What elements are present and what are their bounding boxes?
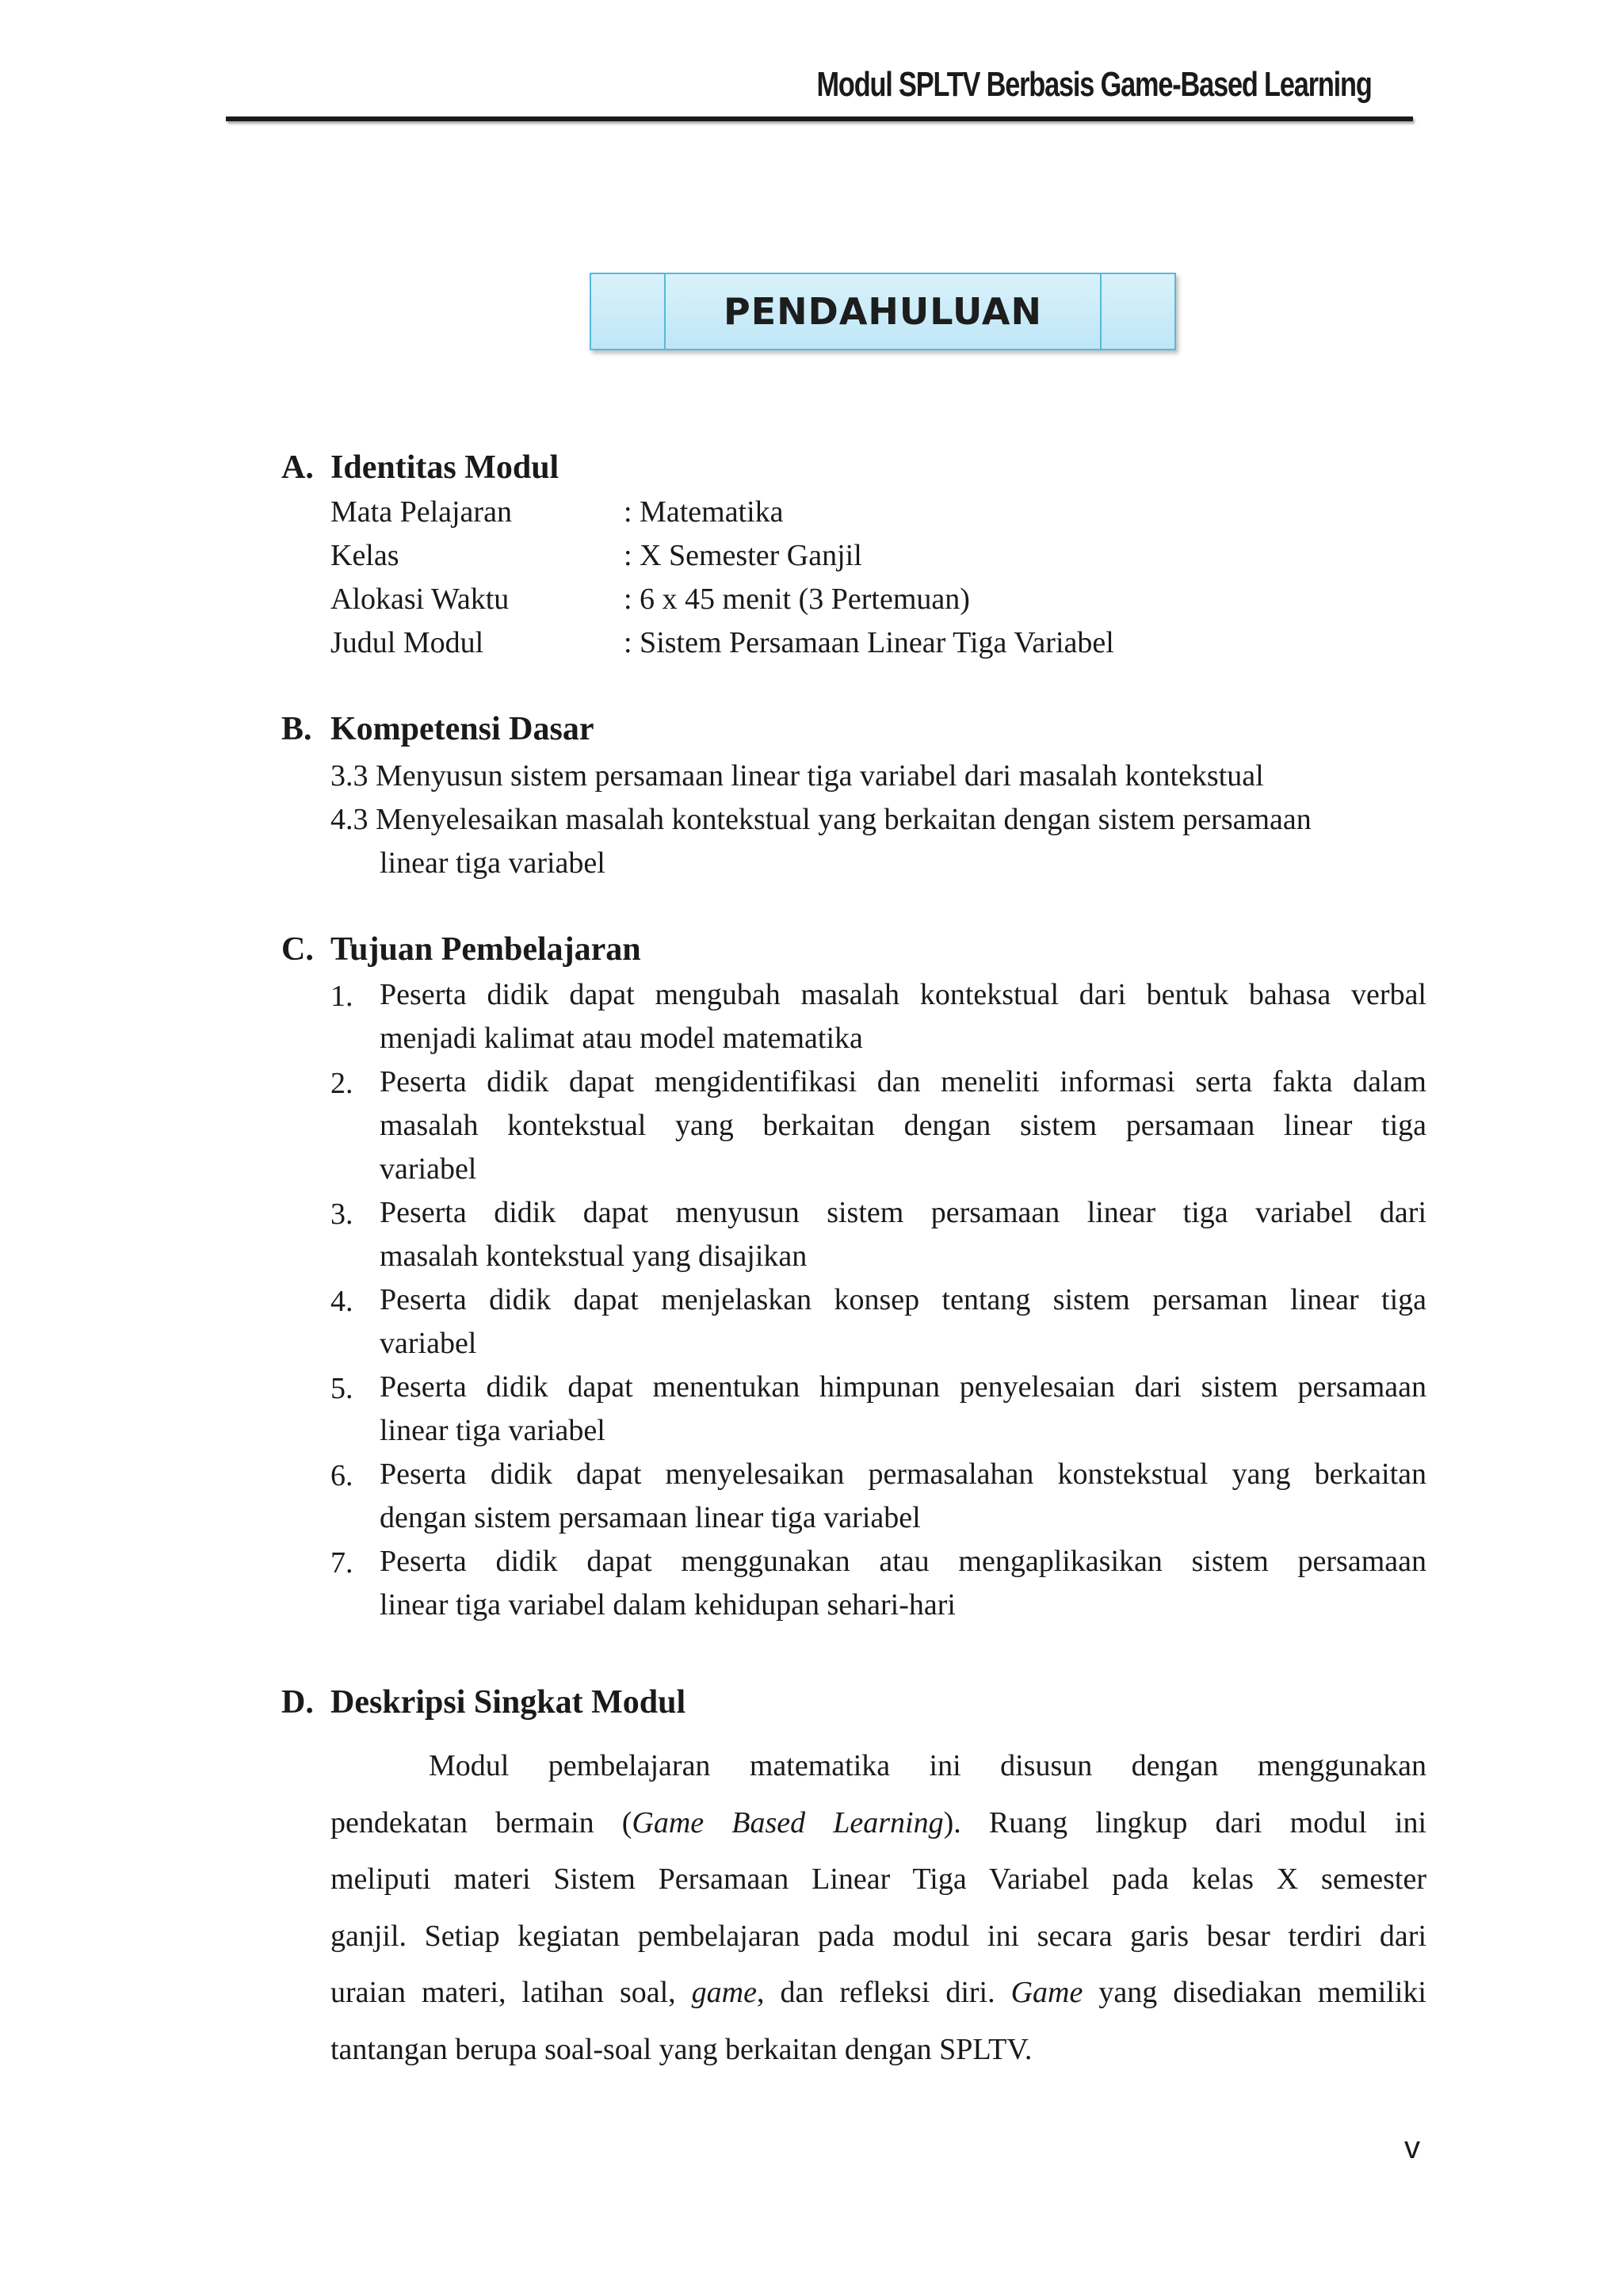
description-text: yang disediakan memiliki — [1083, 1976, 1426, 2009]
objective-number: 7. — [330, 1546, 353, 1580]
section-c-heading — [281, 930, 641, 968]
objective-text — [380, 1060, 1426, 1191]
objective-text — [380, 1366, 1426, 1453]
description-text: , dan refleksi diri. — [756, 1976, 1011, 2009]
section-a-title: Identitas Modul — [330, 449, 559, 486]
description-text: uraian materi, latihan soal, — [330, 1976, 692, 2009]
objective-number: 3. — [330, 1198, 353, 1231]
description-emphasis: Game Based Learning — [632, 1805, 944, 1839]
objective-text — [380, 973, 1426, 1060]
section-a-heading — [281, 449, 559, 487]
ident-label: Judul Modul — [330, 626, 484, 659]
ident-value: : Matematika — [624, 495, 784, 529]
header-rule — [226, 117, 1413, 121]
description-line: tantangan berupa soal-soal yang berkaitan dengan SPLTV. — [330, 2032, 1033, 2066]
objective-text — [380, 1278, 1426, 1366]
objective-line: Peserta didik dapat menjelaskan konsep tentang sistem persaman linear tiga — [380, 1283, 1426, 1316]
description-line: ganjil. Setiap kegiatan pembelajaran pada modul ini secara garis besar terdiri dari — [330, 1919, 1426, 1953]
objective-number: 2. — [330, 1067, 353, 1100]
module-description — [330, 1738, 1426, 2078]
objective-line: menjadi kalimat atau model matematika — [380, 1022, 863, 1055]
objective-line: masalah kontekstual yang berkaitan dengan sistem persamaan linear tiga — [380, 1109, 1426, 1142]
description-line — [330, 1795, 1426, 1852]
section-d-heading — [281, 1683, 685, 1721]
objective-line: variabel — [380, 1327, 477, 1360]
kd-item: 3.3 Menyusun sistem persamaan linear tiga variabel dari masalah kontekstual — [330, 759, 1264, 793]
objective-number: 6. — [330, 1459, 353, 1492]
objective-text — [380, 1191, 1426, 1278]
section-c-letter: C. — [281, 931, 314, 968]
objective-line: Peserta didik dapat menggunakan atau mengaplikasikan sistem persamaan — [380, 1545, 1426, 1578]
objective-text — [380, 1540, 1426, 1627]
section-banner — [590, 273, 1176, 350]
description-emphasis: Game — [1010, 1976, 1083, 2009]
ident-value: : Sistem Persamaan Linear Tiga Variabel — [624, 626, 1114, 659]
description-text: ). Ruang lingkup dari modul ini — [943, 1805, 1426, 1839]
ident-value: : 6 x 45 menit (3 Pertemuan) — [624, 583, 970, 616]
objective-line: dengan sistem persamaan linear tiga variabel — [380, 1501, 921, 1534]
section-d-letter: D. — [281, 1684, 314, 1721]
ident-label: Alokasi Waktu — [330, 583, 510, 616]
section-b-heading — [281, 710, 594, 748]
ident-label: Kelas — [330, 539, 399, 572]
section-b-letter: B. — [281, 711, 312, 747]
objective-number: 4. — [330, 1285, 353, 1318]
objective-line: Peserta didik dapat menyusun sistem persamaan linear tiga variabel dari — [380, 1196, 1426, 1229]
description-emphasis: game — [691, 1976, 757, 2009]
objective-line: variabel — [380, 1152, 477, 1186]
objective-line: Peserta didik dapat menyelesaikan permasalahan konstekstual yang berkaitan — [380, 1457, 1426, 1491]
objective-line: linear tiga variabel dalam kehidupan sehari-hari — [380, 1588, 956, 1622]
objective-text — [380, 1453, 1426, 1540]
objective-line: Peserta didik dapat menentukan himpunan penyelesaian dari sistem persamaan — [380, 1370, 1426, 1404]
section-a-letter: A. — [281, 449, 314, 486]
section-c-title: Tujuan Pembelajaran — [330, 931, 641, 968]
section-b-title: Kompetensi Dasar — [330, 711, 594, 747]
description-line: Modul pembelajaran matematika ini disusun dengan menggunakan — [429, 1749, 1426, 1782]
ident-value: : X Semester Ganjil — [624, 539, 862, 572]
page-number: v — [1404, 2130, 1420, 2165]
objective-line: masalah kontekstual yang disajikan — [380, 1240, 808, 1273]
kd-item-continuation: linear tiga variabel — [380, 846, 605, 880]
description-line — [330, 1965, 1426, 2022]
banner-title: PENDAHULUAN — [724, 290, 1042, 333]
objective-number: 5. — [330, 1372, 353, 1405]
description-line: meliputi materi Sistem Persamaan Linear Tiga Variabel pada kelas X semester — [330, 1862, 1426, 1896]
objective-number: 1. — [330, 980, 353, 1013]
running-header-title: Modul SPLTV Berbasis Game-Based Learning — [816, 65, 1372, 104]
description-text: pendekatan bermain ( — [330, 1805, 632, 1839]
kd-item: 4.3 Menyelesaikan masalah kontekstual yang berkaitan dengan sistem persamaan — [330, 803, 1312, 836]
objective-line: Peserta didik dapat mengubah masalah kontekstual dari bentuk bahasa verbal — [380, 978, 1426, 1011]
objective-line: linear tiga variabel — [380, 1414, 605, 1447]
objective-line: Peserta didik dapat mengidentifikasi dan meneliti informasi serta fakta dalam — [380, 1065, 1426, 1098]
section-d-title: Deskripsi Singkat Modul — [330, 1684, 686, 1721]
ident-label: Mata Pelajaran — [330, 495, 512, 529]
